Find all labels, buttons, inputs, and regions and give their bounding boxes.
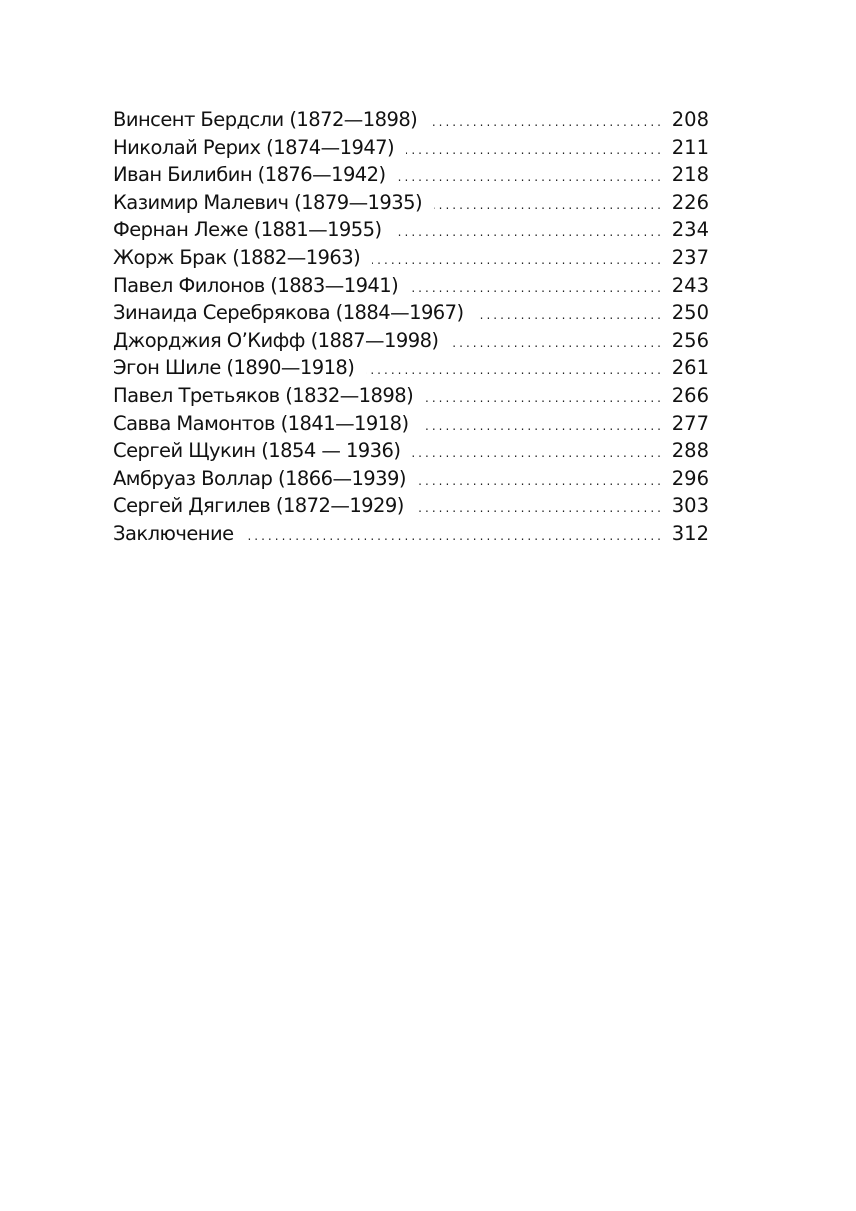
dot-leader bbox=[476, 302, 661, 330]
dot-leader bbox=[416, 495, 661, 523]
toc-entry-page: 296 bbox=[671, 466, 709, 490]
toc-entry-title: Казимир Малевич (1879—1935) bbox=[113, 190, 423, 214]
toc-entry-page: 237 bbox=[671, 245, 709, 269]
toc-entry-page: 243 bbox=[671, 273, 709, 297]
toc-entry[interactable] bbox=[113, 244, 709, 272]
toc-entry[interactable] bbox=[113, 382, 709, 410]
toc-entry-title: Эгон Шиле (1890—1918) bbox=[113, 356, 355, 380]
dot-leader bbox=[398, 164, 661, 192]
toc-entry-page: 226 bbox=[671, 190, 709, 214]
toc-entry[interactable] bbox=[113, 189, 709, 217]
dot-leader bbox=[429, 109, 661, 137]
toc-entry-title: Фернан Леже (1881—1955) bbox=[113, 218, 382, 242]
toc-entry-page: 261 bbox=[671, 356, 709, 380]
toc-entry-title: Амбруаз Воллар (1866—1939) bbox=[113, 466, 406, 490]
dot-leader bbox=[418, 468, 661, 496]
toc-entry-title: Савва Мамонтов (1841—1918) bbox=[113, 411, 409, 435]
toc-entry-page: 250 bbox=[671, 301, 709, 325]
toc-entry-title: Джорджия О’Кифф (1887—1998) bbox=[113, 328, 439, 352]
toc-entry[interactable] bbox=[113, 437, 709, 465]
toc-entry-page: 277 bbox=[671, 411, 709, 435]
dot-leader bbox=[406, 137, 661, 165]
toc-entry[interactable] bbox=[113, 354, 709, 382]
toc-entry[interactable] bbox=[113, 492, 709, 520]
toc-entry-title: Заключение bbox=[113, 521, 234, 545]
toc-entry-title: Зинаида Серебрякова (1884—1967) bbox=[113, 301, 464, 325]
toc-entry-title: Павел Филонов (1883—1941) bbox=[113, 273, 399, 297]
toc-entry-title: Винсент Бердсли (1872—1898) bbox=[113, 108, 418, 131]
dot-leader bbox=[451, 330, 662, 358]
dot-leader bbox=[394, 219, 661, 247]
toc-entry[interactable] bbox=[113, 299, 709, 327]
toc-entry[interactable] bbox=[113, 272, 709, 300]
toc-entry-title: Сергей Дягилев (1872—1929) bbox=[113, 494, 404, 518]
toc-entry-page: 288 bbox=[671, 439, 709, 463]
toc-entry[interactable] bbox=[113, 465, 709, 493]
toc-entry[interactable] bbox=[113, 134, 709, 162]
dot-leader bbox=[434, 192, 661, 220]
dot-leader bbox=[246, 523, 661, 551]
toc-entry[interactable] bbox=[113, 410, 709, 438]
toc-entry-page: 303 bbox=[671, 494, 709, 518]
toc-entry-page: 266 bbox=[671, 383, 709, 407]
dot-leader bbox=[372, 247, 661, 275]
toc-entry-title: Иван Билибин (1876—1942) bbox=[113, 163, 386, 187]
toc-entry-title: Жорж Брак (1882—1963) bbox=[113, 245, 361, 269]
toc-entry[interactable] bbox=[113, 106, 709, 134]
toc-entry[interactable] bbox=[113, 327, 709, 355]
toc-entry-page: 234 bbox=[671, 218, 709, 242]
toc-entry-page: 256 bbox=[671, 328, 709, 352]
toc-entry-title: Сергей Щукин (1854 — 1936) bbox=[113, 439, 401, 463]
table-of-contents bbox=[113, 106, 709, 548]
toc-entry-page: 211 bbox=[671, 135, 709, 159]
toc-entry-page: 312 bbox=[671, 521, 709, 545]
dot-leader bbox=[421, 413, 661, 441]
toc-entry-title: Николай Рерих (1874—1947) bbox=[113, 135, 395, 159]
toc-entry[interactable] bbox=[113, 161, 709, 189]
dot-leader bbox=[366, 357, 661, 385]
toc-entry-page: 218 bbox=[671, 163, 709, 187]
toc-entry[interactable] bbox=[113, 520, 709, 548]
toc-entry-title: Павел Третьяков (1832—1898) bbox=[113, 383, 414, 407]
dot-leader bbox=[412, 440, 661, 468]
dot-leader bbox=[410, 275, 661, 303]
dot-leader bbox=[425, 385, 661, 413]
toc-entry-page: 208 bbox=[671, 108, 709, 131]
toc-entry[interactable] bbox=[113, 216, 709, 244]
